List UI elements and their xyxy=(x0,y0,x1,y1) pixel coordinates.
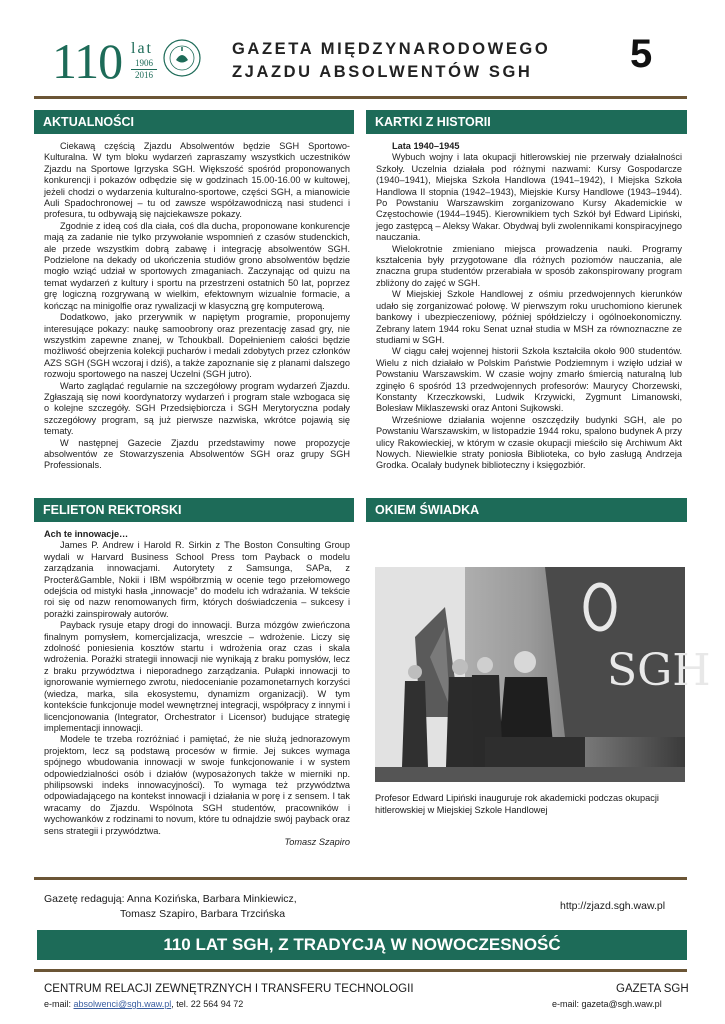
masthead-line1: GAZETA MIĘDZYNARODOWEGO xyxy=(232,40,551,58)
footer-right-contact: e-mail: gazeta@sgh.waw.pl xyxy=(552,999,662,1009)
email-label: e-mail: xyxy=(44,999,74,1009)
logo-years xyxy=(131,58,157,81)
kartki-paragraph: Wielokrotnie zmieniano miejsca prowadzenia nauki. Programy kształcenia były przygotowane dla różnych poziomów nauczania, ale znaczna grupa studentów przerabiała w sposób zakonspirowany program zbliżony do zajęć w SGH. xyxy=(376,243,682,288)
editors-line1: Gazetę redagują: Anna Kozińska, Barbara Minkiewicz, xyxy=(44,893,297,905)
aktualnosci-paragraph: Warto zaglądać regularnie na szczegółowy program wydarzeń Zjazdu. Zgłaszają się nowi koordynatorzy wydarzeń i program stale wzbogaca się o kolejne szczegóły. SGH Przedsiębiorcza i SGH Merytoryczna podały szczegółowy program, są już pierwsze nazwiska, wkrótce pojawią się tematy. xyxy=(44,380,350,437)
kartki-body xyxy=(376,141,682,472)
masthead xyxy=(232,38,550,84)
kartki-paragraph: W Miejskiej Szkole Handlowej z ośmiu przedwojennych kierunków udało się zorganizować połowę. W pierwszym roku uruchomiono kierunek bankowy i ubezpieczeniowy, później spółdzielczy i ogólnoekonomiczny. Zebrany latem 1944 roku Senat uznał studia w MSH za równoznaczne ze studiami w SGH. xyxy=(376,289,682,345)
editors xyxy=(44,892,297,922)
footer-right-title: GAZETA SGH xyxy=(616,983,689,995)
felieton-subtitle: Ach te innowacje… xyxy=(44,529,129,539)
footer-divider-top xyxy=(34,877,687,880)
felieton-body xyxy=(44,529,350,848)
felieton-paragraph: Payback rysuje etapy drogi do innowacji. Burza mózgów zwieńczona finalnym pomysłem, komercjalizacja, wreszcie – wdrożenie. Liczy się zdolność poniesienia kosztów startu i wdrożenia oraz czas i skala wdrożenia. Porażki strategii innowacji nie wynikają z braku pomysłów, lecz z braku przywództwa i nieporadnego zarządzania. Pułapki innowacji to ignorowanie wymiernego zwrotu, niedocenianie pozamonetarnych korzyści (wiedza, marka, sila ekosystemu, dynamizm organizacji). W tym kontekście funkcjonuje model wewnętrznej integracji, współpracy z innymi i licencjonowania (Integrator, Orchestrator i Licensor) budujące strategię implementacji innowacji. xyxy=(44,620,350,733)
felieton-signature: Tomasz Szapiro xyxy=(284,836,350,847)
footer-left-title: CENTRUM RELACJI ZEWNĘTRZNYCH I TRANSFERU TECHNOLOGII xyxy=(44,983,414,995)
aktualnosci-paragraph: Zgodnie z ideą coś dla ciała, coś dla ducha, proponowane konkurencje mają za zadanie nie tylko przywołanie wspomnień z czasów studenckich, ale przede wszystkim dobrą zabawę i integrację absolwentów SGH. Podzielone na dekady od ukończenia studiów grono absolwentów będzie mogło wziąć udział w sportowych zmaganiach. Zaczynając od quizu na temat wydarzeń z kultury i sportu na przestrzeni ostatnich 50 lat, poprzez grę logiczną rozgrywaną w wielkim, efektownym wizualnie formacie, a kończąc na minigolfie oraz rywalizacji w klasyczną grę komputerową. xyxy=(44,220,350,311)
photo-caption: Profesor Edward Lipiński inauguruje rok akademicki podczas okupacji hitlerowskiej w Miejskiej Szkole Handlowej xyxy=(375,793,659,815)
website-link[interactable]: http://zjazd.sgh.waw.pl xyxy=(560,900,666,912)
logo-number: 110 xyxy=(52,33,123,89)
phone-text: , tel. 22 564 94 72 xyxy=(171,999,244,1009)
page-number: 5 xyxy=(630,32,653,76)
photo-sgh-lettering: SGH xyxy=(607,645,711,696)
aktualnosci-body xyxy=(44,141,350,472)
seal-icon xyxy=(162,38,202,78)
aktualnosci-paragraph: W następnej Gazecie Zjazdu przedstawimy nowe propozycje absolwentów ze Stowarzyszenia Absolwentów SGH oraz grupy SGH Professionals. xyxy=(44,437,350,471)
kartki-subtitle: Lata 1940–1945 xyxy=(392,141,460,151)
section-bar-felieton: FELIETON REKTORSKI xyxy=(34,498,354,522)
aktualnosci-paragraph: Dodatkowo, jako przerywnik w napiętym programie, proponujemy interesujące pokazy: naukę samoobrony oraz prezentację zasad gry, nie wszystkim zapewne znanej, w Tchoukball. Dopełnieniem całości będzie możliwość obejrzenia kolekcji pucharów i medali zdobytych przez członków AZS SGH (SGH wczoraj i dziś), a także zapoznanie się z planami dalszego rozwoju sportowego na naszej Uczelni (SGH jutro). xyxy=(44,312,350,380)
footer-left-contact xyxy=(44,999,243,1009)
kartki-paragraph: Wybuch wojny i lata okupacji hitlerowskiej nie przerwały działalności Szkoły. Uczelnia działała pod różnymi nazwami: Kursy Gospodarcze (1940–1941), Miejska Szkoła Handlowa (1941–1942), I Miejska Szkoła Handlowa II stopnia (1942–1943), Miejskie Kursy Handlowe (1943–1944). Po Powstaniu Warszawskim zorganizowano Kursy Akademickie w Częstochowie (1944–1945). Kierownikiem tych Szkół był Edward Lipiński, jego zastępcą – Aleksy Wakar. Obydwaj byli zwolennikami konspiracyjnego nauczania. xyxy=(376,152,682,243)
section-bar-aktualnosci: AKTUALNOŚCI xyxy=(34,110,354,134)
editors-line2: Tomasz Szapiro, Barbara Trzcińska xyxy=(120,908,286,920)
section-bar-kartki: KARTKI Z HISTORII xyxy=(366,110,687,134)
felieton-paragraph: James P. Andrew i Harold R. Sirkin z The Boston Consulting Group wydali w Harvard Business School Press tom Payback o modelu zarządzania innowacjami. Autorytety z Samsunga, SAPa, z Procter&Gamble, Nokii i IBM współbrzmią w ocenie tego przełomowego odejścia od mistyki hasła „innowacje” do modelu ich wdrażania. W tekście roi się od nazw renomowanych firm, których doświadczenia – sukcesy i porażki zainspirowały autorów. xyxy=(44,540,350,619)
logo-lat: lat xyxy=(131,40,153,57)
email-link[interactable]: absolwenci@sgh.waw.pl xyxy=(73,999,172,1009)
slogan-banner: 110 LAT SGH, Z TRADYCJĄ W NOWOCZESNOŚĆ xyxy=(37,930,687,960)
logo-year-start: 1906 xyxy=(135,58,153,68)
kartki-paragraph: W ciągu całej wojennej historii Szkoła kształciła około 900 studentów. Wielu z nich działało w Polskim Państwie Podziemnym i wzięło udział w Powstaniu Warszawskim. W czasie wojny zmarło śmiercią naturalną lub zginęło 6 spośród 13 przedwojennych profesorów: Maurycy Chorzewski, Konstanty Krzeczkowski, Ludwik Krzywicki, Zygmunt Limanowski, Bolesław Miklaszewski oraz Antoni Sujkowski. xyxy=(376,346,682,414)
historical-photo xyxy=(375,567,711,782)
logo-year-end: 2016 xyxy=(131,69,157,81)
aktualnosci-paragraph: Ciekawą częścią Zjazdu Absolwentów będzie SGH Sportowo-Kulturalna. W tym bloku wydarzeń zapraszamy wszystkich uczestników Zjazdu na Sportowe Igrzyska SGH. Większość spośród proponowanych konkurencji i pokazów odbędzie się w godzinach 15.00-16.00 w kultowej, jeżeli chodzi o wydarzenia kulturalno-sportowe, części SGH, a mianowicie Auli Spadochronowej – tu od zawsze współzawodniczą nasi studenci i profesura, tu odbywają się najciekawsze pokazy. xyxy=(44,141,350,220)
masthead-line2: ZJAZDU ABSOLWENTÓW SGH xyxy=(232,63,533,81)
kartki-paragraph: Wrześniowe działania wojenne oszczędziły budynki SGH, ale po Powstaniu Warszawskim, w listopadzie 1944 roku, spalono budynek A przy ulicy Rakowieckiej, w którym w czasie okupacji mieściło się Archiwum Akt Nowych. Niewielkie straty poniosła Biblioteka, co było zasługą Andrzeja Grodka. Ocalały budynek biblioteczny i księgozbiór. xyxy=(376,414,682,471)
felieton-paragraph: Modele te trzeba rozróżniać i pamiętać, że nie służą jednorazowym projektom, lecz są podstawą procesów w firmie. Jej sukces wymaga spójnego wbudowania innowacji w swoje funkcjonowanie i w system odpowiedzialności osób i działów (wyposażonych także w mierniki np. philipsowski indeks innowacyjności). To wymaga też przywództwa odpowiadającego na kontekst innowacji i działania w porę i z sensem. I tak wracamy do Zjazdu. Wspólnota SGH studentów, pracowników i wychowanków z rodzinami to novum, które tu odnajdzie swój payback oraz sens strategii i przywództwa. xyxy=(44,734,350,836)
section-bar-okiem: OKIEM ŚWIADKA xyxy=(366,498,687,522)
top-divider xyxy=(34,96,687,99)
footer-divider-bottom xyxy=(34,969,687,972)
